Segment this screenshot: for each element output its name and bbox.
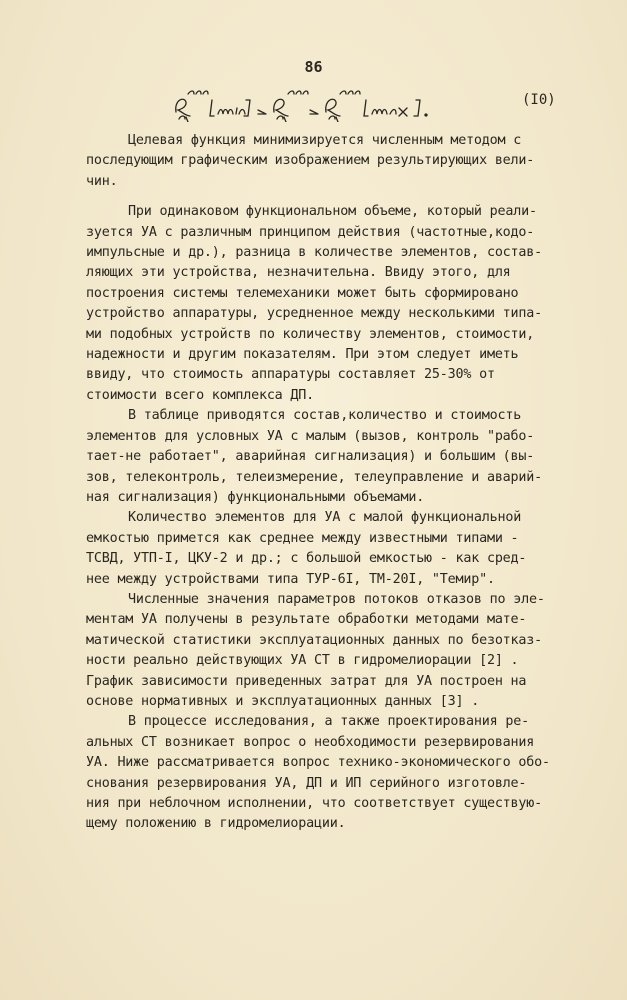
text-line: В таблице приводятся состав,количество и стоимость [128,408,522,424]
text-line: матической статистики эксплуатационных данных по безотказ- [86,632,542,648]
paragraph [86,590,564,712]
text-line: зов, телеконтроль, телеизмерение, телеуправление и аварий- [86,469,542,485]
text-line: построения системы телемеханики может быть сформировано [86,285,519,301]
paragraph [86,131,564,192]
paragraph [86,508,564,590]
text-line: снования резервирования УА, ДП и ИП серийного изготовле- [86,775,527,791]
text-line: последующим графическим изображением результирующих вели- [86,153,535,169]
text-line: УА. Ниже рассматривается вопрос технико-экономического обо- [86,755,550,771]
text-line: устройство аппаратуры, усредненное между несколькими типа- [86,306,542,322]
text-line: надежности и другим показателям. При этом следует иметь [86,347,519,363]
formula-number: (I0) [522,92,556,108]
text-line: зуется УА с различным принципом действия (частотные,кодо- [86,224,535,240]
text-line: ввиду, что стоимость аппаратуры составляет 25-30% от [86,367,495,383]
text-line: емкостью примется как среднее между известными типами - [86,530,519,546]
formula-drawing [170,86,490,122]
text-line: импульсные и др.), разница в количестве элементов, состав- [86,245,542,261]
text-line: ментам УА получены в результате обработки методами мате- [86,612,527,628]
text-line: Количество элементов для УА с малой функциональной [128,510,522,526]
text-line: ная сигнализация) функциональными объемами. [86,489,425,505]
text-line: щему положению в гидромелиорации. [86,816,346,832]
page-number: 86 [304,58,323,76]
paragraph [86,406,564,508]
text-line: альных СТ возникает вопрос о необходимости резервирования [86,734,535,750]
text-line: элементов для условных УА с малым (вызов, контроль "рабо- [86,428,535,444]
text-line: стоимости всего комплекса ДП. [86,387,314,403]
text-line: График зависимости приведенных затрат для УА построен на [86,673,527,689]
paragraph [86,202,564,406]
text-line: чин. [86,173,118,189]
handwritten-formula [170,86,490,122]
text-line: Целевая функция минимизируется численным методом с [128,133,522,148]
text-line: тает-не работает", аварийная сигнализация) и большим (вы- [86,449,535,465]
text-line: основе нормативных и эксплуатационных данных [3] . [86,693,480,709]
text-line: Численные значения параметров потоков отказов по эле- [128,591,545,607]
text-line: ляющих эти устройства, незначительна. Ввиду этого, для [86,265,511,281]
text-line: ности реально действующих УА СТ в гидромелиорации [2] . [86,653,519,669]
text-line: ми подобных устройств по количеству элементов, стоимости, [86,326,535,342]
text-line: нее между устройствами типа ТУР-6I, ТМ-20I, "Темир". [86,571,495,587]
text-line: ТСВД, УТП-I, ЦКУ-2 и др.; с большой емкостью - как сред- [86,551,527,567]
text-line: При одинаковом функциональном объеме, который реали- [128,204,537,220]
text-line: В процессе исследования, а также проектирования ре- [128,714,529,730]
text-line: ния при неблочном исполнении, что соответствует существую- [86,796,542,811]
paragraph [86,712,564,834]
body-text [86,131,564,835]
